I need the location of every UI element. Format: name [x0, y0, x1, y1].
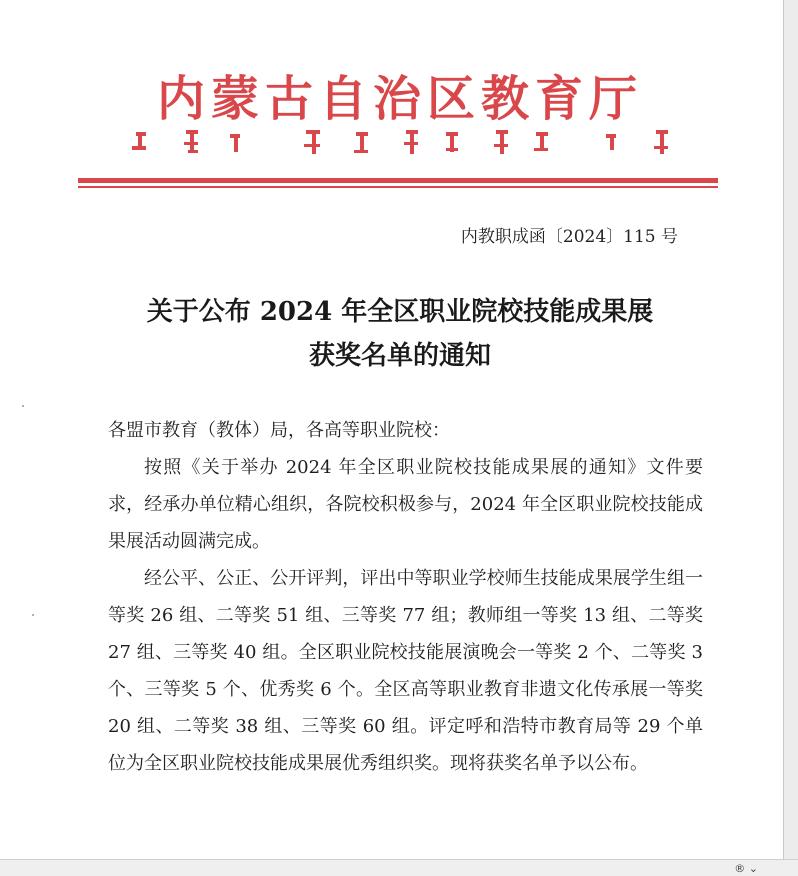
scan-speck: [22, 405, 24, 407]
viewer-bottom-edge: [0, 859, 798, 876]
viewer-right-edge: [783, 0, 798, 876]
scan-speck: [32, 614, 34, 616]
document-title-line-2: 获奖名单的通知: [308, 341, 491, 371]
masthead-red-rule-thick: [78, 178, 718, 183]
viewer-corner-icon[interactable]: ® ⌄: [734, 862, 758, 875]
document-title-line-1: 关于公布 2024 年全区职业院校技能成果展: [146, 297, 654, 327]
mongolian-script-emblem: [128, 118, 678, 162]
masthead-org-name: 内蒙古自治区教育厅: [156, 71, 643, 127]
document-number: 内教职成函〔2024〕115 号: [460, 227, 678, 247]
body-paragraph-2: 经公平、公正、公开评判，评出中等职业学校师生技能成果展学生组一等奖 26 组、二等奖 51 组、三等奖 77 组；教师组一等奖 13 组、二等奖 27 组、三等奖 40 组。全区职业院校技能展演晚会一等奖 2 个、二等奖 3 个、三等奖 5 个、优秀奖 6 个。全区高等职业教育非遗文化传承展一等奖 20 组、二等奖 38 组、三等奖 60 组。评定呼和浩特市教育局等 29 个单位为全区职业院校技能成果展优秀组织奖。现将获奖名单予以公布。: [108, 568, 703, 774]
mongolian-script-graphic: [128, 118, 678, 162]
document-body: [108, 412, 703, 782]
body-paragraph-1: 按照《关于举办 2024 年全区职业院校技能成果展的通知》文件要求，经承办单位精心组织，各院校积极参与，2024 年全区职业院校技能成果展活动圆满完成。: [108, 457, 703, 552]
document-title: [40, 290, 760, 378]
salutation: 各盟市教育（教体）局，各高等职业院校：: [108, 420, 450, 441]
masthead-red-rule-thin: [78, 186, 718, 188]
